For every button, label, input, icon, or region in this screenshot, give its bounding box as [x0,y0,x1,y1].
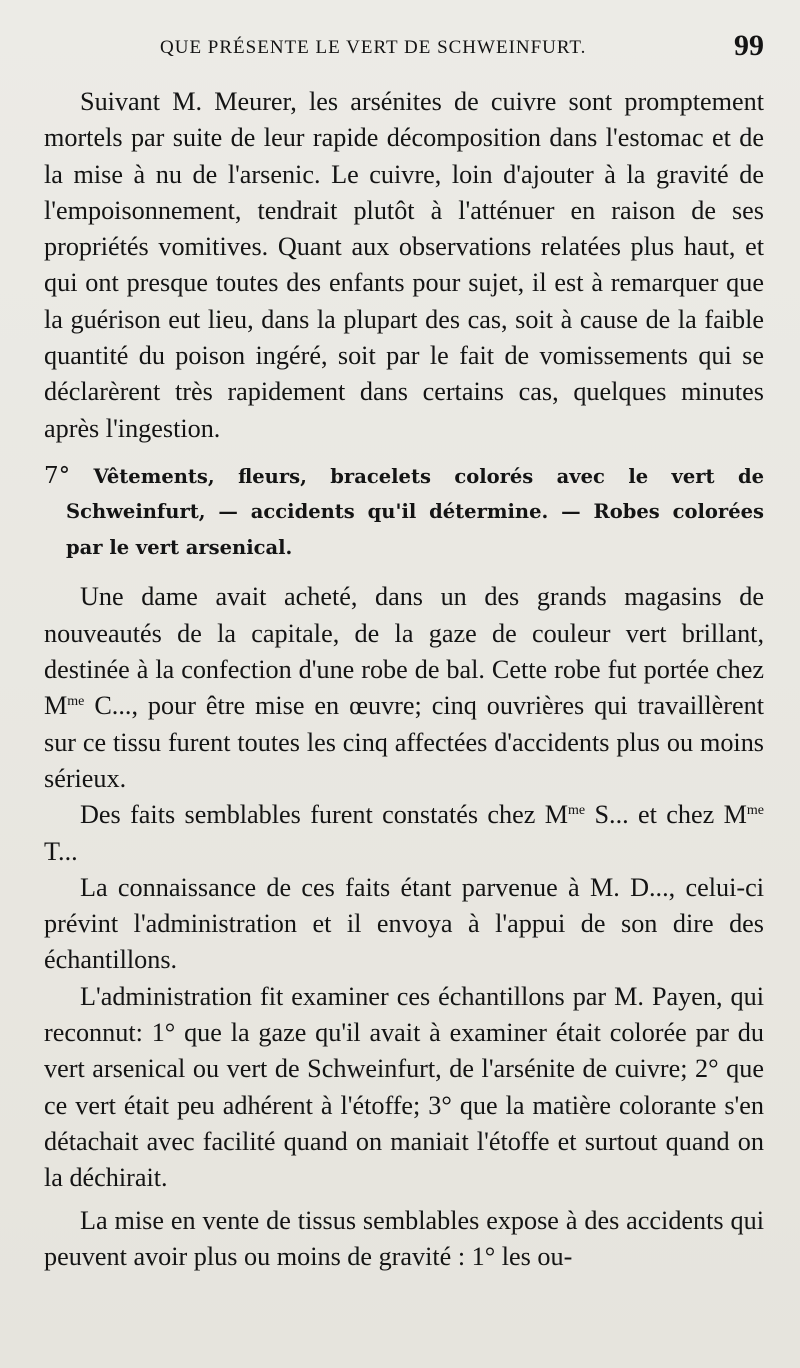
body-text [44,84,764,1275]
section-number: 7° [44,462,71,489]
paragraph-connaissance: La connaissance de ces faits étant parvenue à M. D..., celui-ci prévint l'administration et il envoya à l'appui de son dire des échantillons. [44,872,764,975]
page-number: 99 [734,29,764,62]
superscript-me: me [568,803,586,819]
superscript-me: me [67,694,85,710]
paragraph-dame [44,579,764,797]
section-title: Vêtements, fleurs, bracelets colorés avec le vert de Schweinfurt, — accidents qu'il détermine. — Robes colorées par le vert arsenical. [66,464,764,559]
paragraph-administration: L'administration fit examiner ces échantillons par M. Payen, qui reconnut: 1° que la gaze qu'il avait à examiner était colorée par du vert arsenical ou vert de Schweinfurt, de l'arsénite de cuivre; 2° que ce vert était peu adhérent à l'étoffe; 3° que la matière colorante s'en détachait avec facilité quand on maniait l'étoffe et surtout quand on la déchirait. [44,981,764,1193]
paragraph-faits-part-a: Des faits semblables furent constatés chez M [80,800,569,830]
running-title: QUE PRÉSENTE LE VERT DE SCHWEINFURT. [160,37,587,58]
paragraph-dame-part-a: Une dame avait acheté, dans un des grands magasins de nouveautés de la capitale, de la gaze de couleur vert brillant, destinée à la confection d'une robe de bal. Cette robe fut portée chez M [44,582,764,721]
paragraph-faits-part-c: T... [44,836,78,866]
page-header [0,30,800,66]
paragraph-dame-part-b: C..., pour être mise en œuvre; cinq ouvrières qui travaillèrent sur ce tissu furent toutes les cinq affectées d'accidents plus ou moins sérieux. [44,691,764,793]
paragraph-mise-en-vente: La mise en vente de tissus semblables expose à des accidents qui peuvent avoir plus ou moins de gravité : 1° les ou- [44,1205,764,1271]
superscript-me: me [746,803,764,819]
paragraph-meurer: Suivant M. Meurer, les arsénites de cuivre sont promptement mortels par suite de leur rapide décomposition dans l'estomac et de la mise à nu de l'arsenic. Le cuivre, loin d'ajouter à la gravité de l'empoisonnement, tendrait plutôt à l'atténuer en raison de ses propriétés vomitives. Quant aux observations relatées plus haut, et qui ont presque toutes des enfants pour sujet, il est à remarquer que la guérison eut lieu, dans la plupart des cas, soit à cause de la faible quantité du poison ingéré, soit par le fait de vomissements qui se déclarèrent très rapidement dans certains cas, quelques minutes après l'ingestion. [44,87,764,443]
paragraph-faits [44,797,764,870]
paragraph-faits-part-b: S... et chez M [585,800,747,830]
section-heading [44,459,764,566]
